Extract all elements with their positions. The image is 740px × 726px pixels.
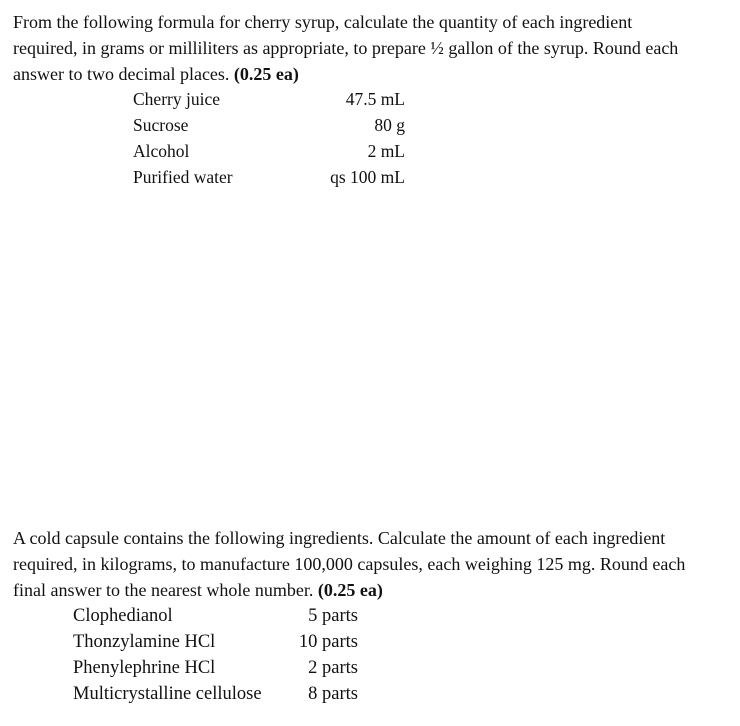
formula-row — [73, 629, 358, 655]
formula-row — [73, 655, 358, 681]
ingredient-quantity: 8 parts — [308, 684, 358, 704]
question-2-line-3-text: final answer to the nearest whole number. — [13, 580, 318, 600]
ingredient-quantity: 80 g — [374, 115, 405, 135]
cherry-syrup-formula-table — [133, 86, 405, 190]
formula-row — [133, 138, 405, 164]
question-2-line-2: required, in kilograms, to manufacture 100,000 capsules, each weighing 125 mg. Round each — [13, 554, 686, 574]
question-1-line-3-text: answer to two decimal places. — [13, 64, 234, 84]
question-1-points: (0.25 ea) — [233, 64, 299, 84]
ingredient-name: Clophedianol — [73, 606, 173, 626]
formula-row — [73, 603, 358, 629]
ingredient-name: Sucrose — [133, 115, 189, 135]
ingredient-quantity: 2 parts — [308, 658, 358, 678]
ingredient-name: Multicrystalline cellulose — [73, 684, 262, 704]
formula-row — [133, 86, 405, 112]
ingredient-name: Thonzylamine HCl — [73, 632, 216, 652]
question-2-text — [13, 525, 733, 603]
formula-row — [133, 164, 405, 190]
formula-row — [73, 681, 358, 707]
ingredient-name: Alcohol — [133, 141, 190, 161]
ingredient-quantity: 47.5 mL — [345, 89, 405, 109]
question-2-line-1: A cold capsule contains the following ingredients. Calculate the amount of each ingredient — [13, 528, 666, 548]
question-1-line-3 — [13, 61, 733, 87]
question-1-line-1: From the following formula for cherry syrup, calculate the quantity of each ingredient — [13, 12, 633, 32]
formula-row — [133, 112, 405, 138]
question-1-line-2: required, in grams or milliliters as appropriate, to prepare ½ gallon of the syrup. Round each — [13, 38, 679, 58]
question-2-points: (0.25 ea) — [317, 580, 383, 600]
ingredient-quantity: 2 mL — [367, 141, 405, 161]
ingredient-quantity: qs 100 mL — [330, 167, 405, 187]
ingredient-name: Cherry juice — [133, 89, 220, 109]
question-2-line-3 — [13, 577, 733, 603]
ingredient-quantity: 5 parts — [308, 606, 358, 626]
question-1-text — [13, 9, 733, 87]
ingredient-name: Phenylephrine HCl — [73, 658, 216, 678]
cold-capsule-formula-table — [73, 603, 358, 707]
ingredient-quantity: 10 parts — [298, 632, 358, 652]
ingredient-name: Purified water — [133, 167, 233, 187]
